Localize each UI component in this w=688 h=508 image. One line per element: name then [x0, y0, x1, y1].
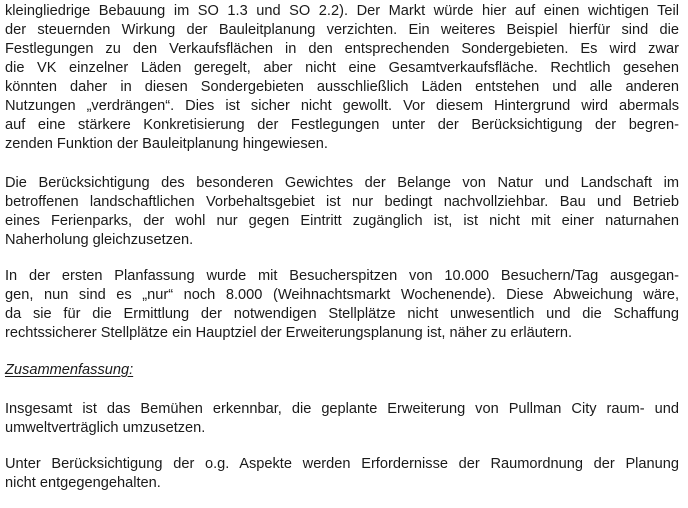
text-line: da sie für die Ermittlung der notwendigen Stellplätze nicht unwesentlich und die Schaffung: [5, 306, 679, 322]
text-line: Naherholung gleichzusetzen.: [5, 232, 194, 248]
text-line: auf eine stärkere Konkretisierung der Festlegungen unter der Berücksichtigung der begren-: [5, 117, 679, 133]
paragraph-sales-area-regulation: [5, 2, 679, 154]
text-line: der steuernden Wirkung der Bauleitplanung verzichten. Ein weiteres Beispiel hierfür sind die: [5, 22, 679, 38]
text-line: kleingliedrige Bebauung im SO 1.3 und SO 2.2). Der Markt würde hier auf einen wichtigen Teil: [5, 3, 679, 19]
text-line: eines Ferienparks, der wohl nur gegen Eintritt zugänglich ist, ist nicht mit einer naturnahen: [5, 213, 679, 229]
paragraph-nature-landscape: [5, 174, 679, 250]
text-line: umweltverträglich umzusetzen.: [5, 420, 206, 436]
paragraph-conclusion: [5, 455, 679, 493]
text-line: In der ersten Planfassung wurde mit Besucherspitzen von 10.000 Besuchern/Tag ausgegan-: [5, 268, 679, 284]
paragraph-summary-effort: [5, 400, 679, 438]
text-line: Nutzungen „verdrängen“. Dies ist sicher nicht gewollt. Vor diesem Hintergrund wird abermals: [5, 98, 679, 114]
text-line: betroffenen landschaftlichen Vorbehaltsgebiet ist nur bedingt nachvollziehbar. Bau und Betrieb: [5, 194, 679, 210]
text-line: die VK einzelner Läden geregelt, aber nicht eine Gesamtverkaufsfläche. Rechtlich gesehen: [5, 60, 679, 76]
text-line: Die Berücksichtigung des besonderen Gewichtes der Belange von Natur und Landschaft im: [5, 175, 679, 191]
text-line: gen, nun sind es „nur“ noch 8.000 (Weihnachtsmarkt Wochenende). Diese Abweichung wäre,: [5, 287, 679, 303]
text-line: Insgesamt ist das Bemühen erkennbar, die geplante Erweiterung von Pullman City raum- und: [5, 401, 679, 417]
text-line: Unter Berücksichtigung der o.g. Aspekte werden Erfordernisse der Raumordnung der Planung: [5, 456, 679, 472]
text-line: nicht entgegengehalten.: [5, 475, 161, 491]
text-line: zenden Funktion der Bauleitplanung hingewiesen.: [5, 136, 328, 152]
text-line: rechtssicherer Stellplätze ein Hauptziel der Erweiterungsplanung ist, näher zu erläutern.: [5, 325, 573, 341]
text-line: Festlegungen zu den Verkaufsflächen in den entsprechenden Sondergebieten. Es wird zwar: [5, 41, 679, 57]
text-line: könnten daher in diesen Sondergebieten ausschließlich Läden entstehen und alle anderen: [5, 79, 679, 95]
summary-heading: Zusammenfassung:: [5, 362, 134, 378]
paragraph-visitor-numbers: [5, 267, 679, 343]
